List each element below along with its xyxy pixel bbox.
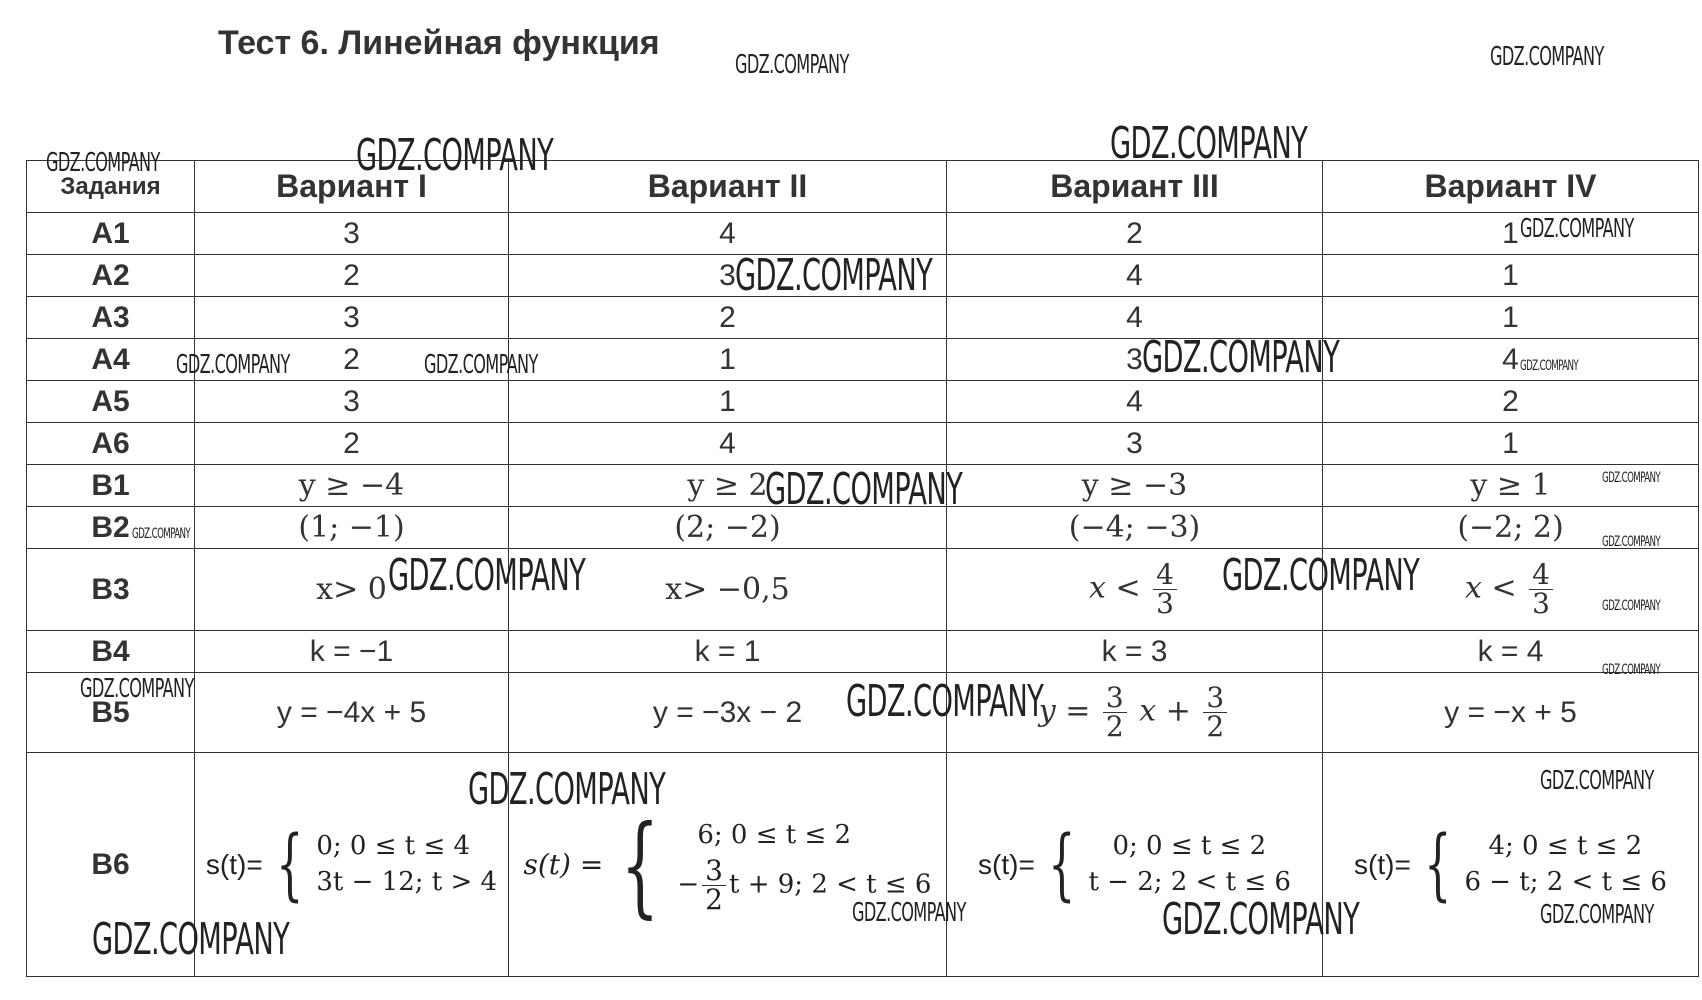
task-label: A6 — [27, 423, 195, 465]
answer-cell: y = −3x − 2 — [509, 673, 947, 753]
piecewise-lhs: s(t)= — [205, 848, 263, 880]
answer-cell: 3 — [195, 213, 509, 255]
table-row — [27, 631, 1699, 673]
answer-cell: 4 — [1323, 339, 1699, 381]
answer-cell: 4 — [947, 297, 1323, 339]
task-label: A2 — [27, 255, 195, 297]
fraction — [1203, 681, 1227, 743]
watermark: GDZ.COMPANY — [424, 350, 538, 380]
piecewise-lhs: s(t) = — [523, 848, 604, 881]
fraction-numerator: 3 — [1203, 684, 1227, 713]
answer-cell: (1; −1) — [195, 507, 509, 549]
piecewise-lhs: s(t)= — [1354, 848, 1411, 880]
header-variant-3: Вариант III — [947, 161, 1323, 213]
brace-symbol: { — [621, 800, 660, 929]
watermark: GDZ.COMPANY — [1490, 42, 1604, 72]
answer-cell: x> −0,5 — [509, 549, 947, 631]
answer-cell: 3 — [195, 381, 509, 423]
fraction-numerator: 3 — [1103, 684, 1127, 713]
piecewise-function — [1354, 819, 1667, 910]
watermark: GDZ.COMPANY — [1110, 118, 1308, 169]
table-row — [27, 297, 1699, 339]
watermark: GDZ.COMPANY — [80, 674, 194, 704]
watermark: GDZ.COMPANY — [1540, 900, 1654, 930]
task-label: B1 — [27, 465, 195, 507]
fraction-denominator: 2 — [1206, 710, 1225, 743]
case-line: 3t − 12; t > 4 — [316, 866, 498, 897]
piecewise-function — [205, 819, 498, 910]
answer-cell: 2 — [195, 255, 509, 297]
task-label: B3 — [27, 549, 195, 631]
answer-cell: 3 — [195, 297, 509, 339]
answer-cell: 2 — [195, 423, 509, 465]
watermark: GDZ.COMPANY — [1162, 894, 1360, 945]
watermark: GDZ.COMPANY — [1520, 214, 1634, 244]
math-lhs: x < — [1465, 570, 1517, 606]
table-row — [27, 423, 1699, 465]
task-label: B6 — [27, 753, 195, 977]
case-sign: − — [677, 869, 700, 900]
watermark: GDZ.COMPANY — [735, 250, 933, 301]
fraction — [1529, 558, 1553, 620]
answer-cell: y ≥ 1 — [1323, 465, 1699, 507]
answer-cell: 1 — [1323, 297, 1699, 339]
watermark: GDZ.COMPANY — [132, 526, 191, 542]
watermark: GDZ.COMPANY — [356, 130, 554, 181]
watermark: GDZ.COMPANY — [852, 898, 966, 928]
piecewise-cases — [1088, 829, 1291, 899]
brace-symbol: { — [275, 819, 304, 910]
watermark: GDZ.COMPANY — [1520, 358, 1579, 374]
case-line: 4; 0 ≤ t ≤ 2 — [1488, 831, 1643, 862]
answer-cell: 1 — [509, 381, 947, 423]
answer-cell: 4 — [947, 381, 1323, 423]
fraction — [1103, 681, 1127, 743]
answer-cell: y ≥ 2 — [509, 465, 947, 507]
fraction-denominator: 2 — [1105, 710, 1124, 743]
answer-cell: 2 — [947, 213, 1323, 255]
piecewise-lhs: s(t)= — [978, 848, 1035, 880]
answer-cell: (2; −2) — [509, 507, 947, 549]
task-label: B4 — [27, 631, 195, 673]
case-rest: t + 9; 2 < t ≤ 6 — [728, 869, 932, 900]
piecewise-cases — [316, 829, 497, 899]
brace-symbol: { — [1423, 819, 1452, 910]
answer-cell: 4 — [509, 423, 947, 465]
answer-cell: k = 1 — [509, 631, 947, 673]
case-line: 6; 0 ≤ t ≤ 2 — [697, 820, 852, 851]
case-line: t − 2; 2 < t ≤ 6 — [1088, 866, 1291, 897]
answer-cell: 3 — [509, 255, 947, 297]
answer-cell: 2 — [509, 297, 947, 339]
fraction-denominator: 2 — [705, 882, 723, 916]
answer-cell: 2 — [1323, 381, 1699, 423]
answer-cell: (−2; 2) — [1323, 507, 1699, 549]
table-row — [27, 381, 1699, 423]
answer-cell: y = −4x + 5 — [195, 673, 509, 753]
brace-symbol: { — [1047, 819, 1076, 910]
task-label: A1 — [27, 213, 195, 255]
answer-cell: k = −1 — [195, 631, 509, 673]
answer-cell: k = 4 — [1323, 631, 1699, 673]
answer-cell: 4 — [509, 213, 947, 255]
answer-cell: y ≥ −4 — [195, 465, 509, 507]
header-tasks: Задания — [27, 161, 195, 213]
header-variant-1: Вариант I — [195, 161, 509, 213]
table-row — [27, 549, 1699, 631]
answer-cell: 1 — [509, 339, 947, 381]
watermark: GDZ.COMPANY — [92, 914, 290, 965]
answer-cell: y = −x + 5 — [1323, 673, 1699, 753]
task-label: A4 — [27, 339, 195, 381]
math-lhs: y = — [1038, 693, 1091, 729]
task-label: B5 — [27, 673, 195, 753]
watermark: GDZ.COMPANY — [765, 464, 963, 515]
fraction-numerator: 3 — [702, 857, 726, 886]
task-label: A3 — [27, 297, 195, 339]
answer-cell: 2 — [195, 339, 509, 381]
header-variant-4: Вариант IV — [1323, 161, 1699, 213]
answer-cell: k = 3 — [947, 631, 1323, 673]
watermark: GDZ.COMPANY — [735, 50, 849, 80]
watermark: GDZ.COMPANY — [1602, 598, 1661, 614]
watermark: GDZ.COMPANY — [1602, 470, 1661, 486]
watermark: GDZ.COMPANY — [468, 764, 666, 815]
answer-cell: (−4; −3) — [947, 507, 1323, 549]
page-title: Тест 6. Линейная функция — [218, 24, 660, 62]
watermark: GDZ.COMPANY — [388, 550, 586, 601]
watermark: GDZ.COMPANY — [846, 676, 1044, 727]
math-mid: x + — [1139, 693, 1191, 729]
answer-cell: 1 — [1323, 213, 1699, 255]
header-row — [27, 161, 1699, 213]
watermark: GDZ.COMPANY — [1602, 534, 1661, 550]
fraction-numerator: 4 — [1153, 561, 1177, 590]
answer-cell: 4 — [947, 255, 1323, 297]
math-lhs: x < — [1089, 570, 1141, 606]
case-line: 0; 0 ≤ t ≤ 4 — [316, 831, 471, 862]
answer-cell: 3 — [947, 423, 1323, 465]
table-row — [27, 213, 1699, 255]
watermark: GDZ.COMPANY — [46, 148, 160, 178]
fraction-denominator: 3 — [1532, 587, 1550, 620]
task-label: A5 — [27, 381, 195, 423]
fraction-denominator: 3 — [1156, 587, 1174, 620]
answer-cell: 3 — [947, 339, 1323, 381]
answer-cell: y ≥ −3 — [947, 465, 1323, 507]
header-variant-2: Вариант II — [509, 161, 947, 213]
piecewise-function — [978, 819, 1291, 910]
fraction-numerator: 4 — [1529, 561, 1553, 590]
answer-cell: 1 — [1323, 423, 1699, 465]
piecewise-cases — [1464, 829, 1667, 899]
task-label: B2 — [27, 507, 195, 549]
watermark: GDZ.COMPANY — [1540, 766, 1654, 796]
watermark: GDZ.COMPANY — [1222, 550, 1420, 601]
case-line: 6 − t; 2 < t ≤ 6 — [1464, 866, 1667, 897]
watermark: GDZ.COMPANY — [1142, 332, 1340, 383]
answer-cell: 1 — [1323, 255, 1699, 297]
watermark: GDZ.COMPANY — [176, 350, 290, 380]
watermark: GDZ.COMPANY — [1602, 662, 1661, 678]
fraction — [1153, 558, 1177, 620]
case-line: 0; 0 ≤ t ≤ 2 — [1112, 831, 1267, 862]
answer-cell: x> 0 — [195, 549, 509, 631]
fraction — [702, 853, 726, 916]
